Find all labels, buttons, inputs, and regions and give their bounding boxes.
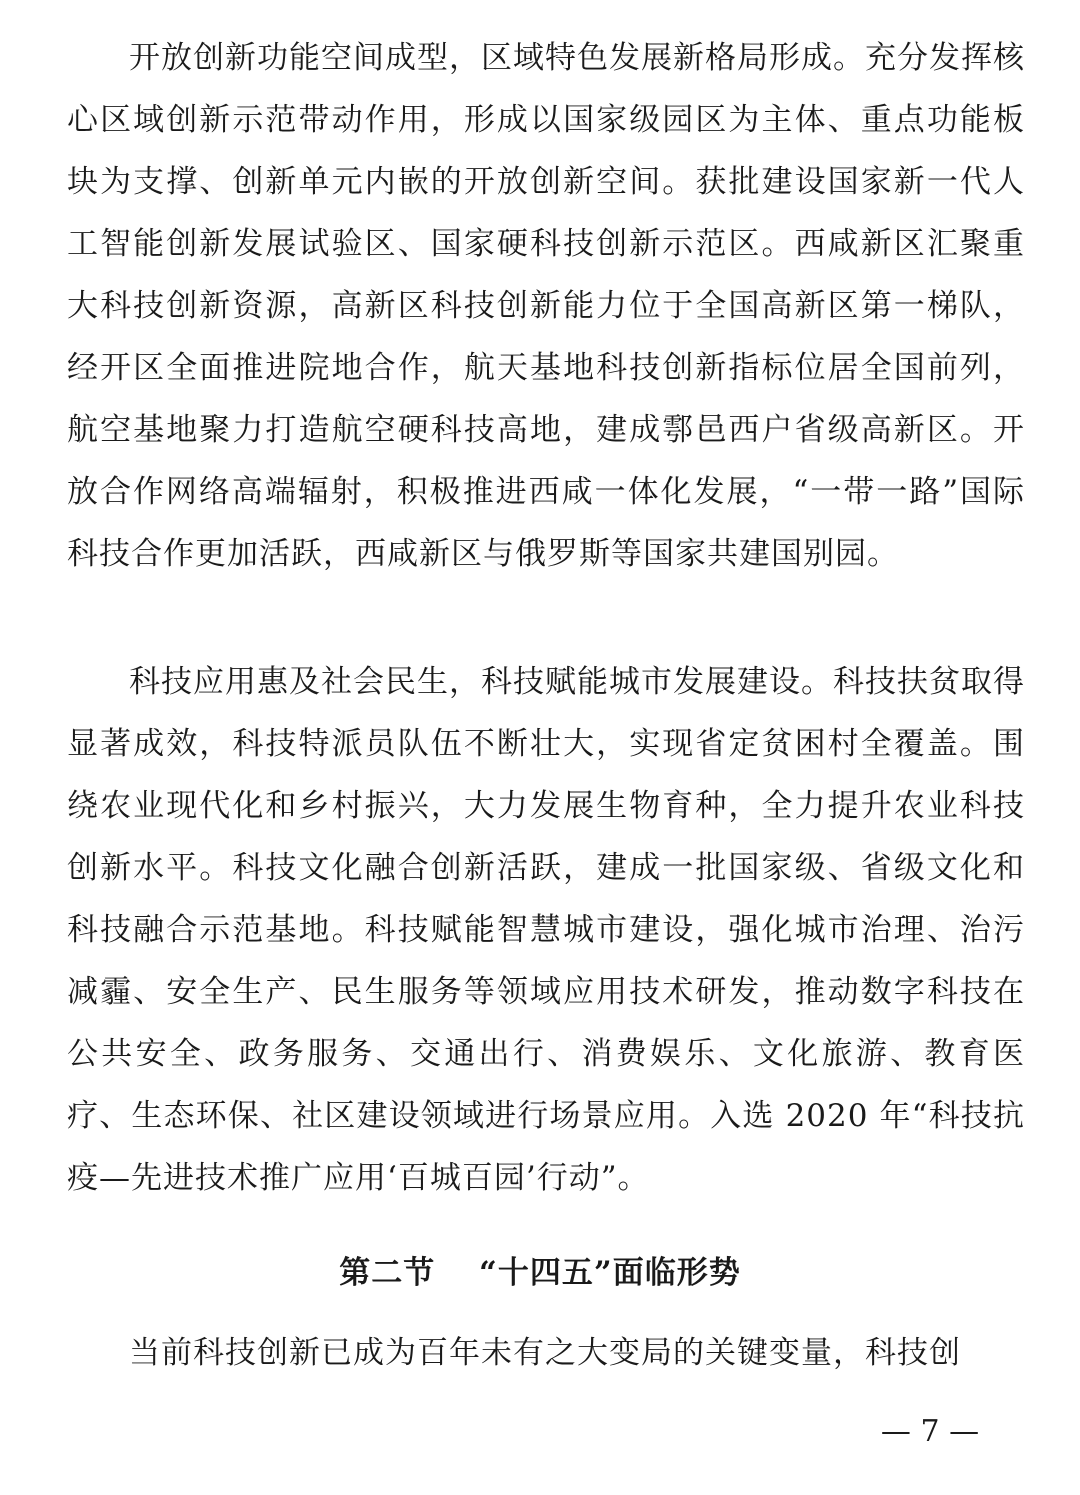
body-paragraph-tech-livelihood: 科技应用惠及社会民生，科技赋能城市发展建设。科技扶贫取得显著成效，科技特派员队伍不断壮大，实现省定贫困村全覆盖。围绕农业现代化和乡村振兴，大力发展生物育种，全力提升农业科技创新水平。科技文化融合创新活跃，建成一批国家级、省级文化和科技融合示范基地。科技赋能智慧城市建设，强化城市治理、治污减霾、安全生产、民生服务等领域应用技术研发，推动数字科技在公共安全、政务服务、交通出行、消费娱乐、文化旅游、教育医疗、生态环保、社区建设领域进行场景应用。入选 2020 年“科技抗疫—先进技术推广应用‘百城百园’行动”。 bbox=[67, 664, 1025, 1196]
body-paragraph-open-innovation: 开放创新功能空间成型，区域特色发展新格局形成。充分发挥核心区域创新示范带动作用，形成以国家级园区为主体、重点功能板块为支撑、创新单元内嵌的开放创新空间。获批建设国家新一代人工智能创新发展试验区、国家硬科技创新示范区。西咸新区汇聚重大科技创新资源，高新区科技创新能力位于全国高新区第一梯队，经开区全面推进院地合作，航天基地科技创新指标位居全国前列，航空基地聚力打造航空硬科技高地，建成鄠邑西户省级高新区。开放合作网络高端辐射，积极推进西咸一体化发展，“一带一路”国际科技合作更加活跃，西咸新区与俄罗斯等国家共建国别园。 bbox=[67, 40, 1025, 572]
body-paragraph-current-situation: 当前科技创新已成为百年未有之大变局的关键变量，科技创 bbox=[129, 1335, 961, 1371]
section-heading: 第二节 “十四五”面临形势 bbox=[339, 1255, 741, 1291]
page-number: — 7 — bbox=[880, 1414, 980, 1449]
